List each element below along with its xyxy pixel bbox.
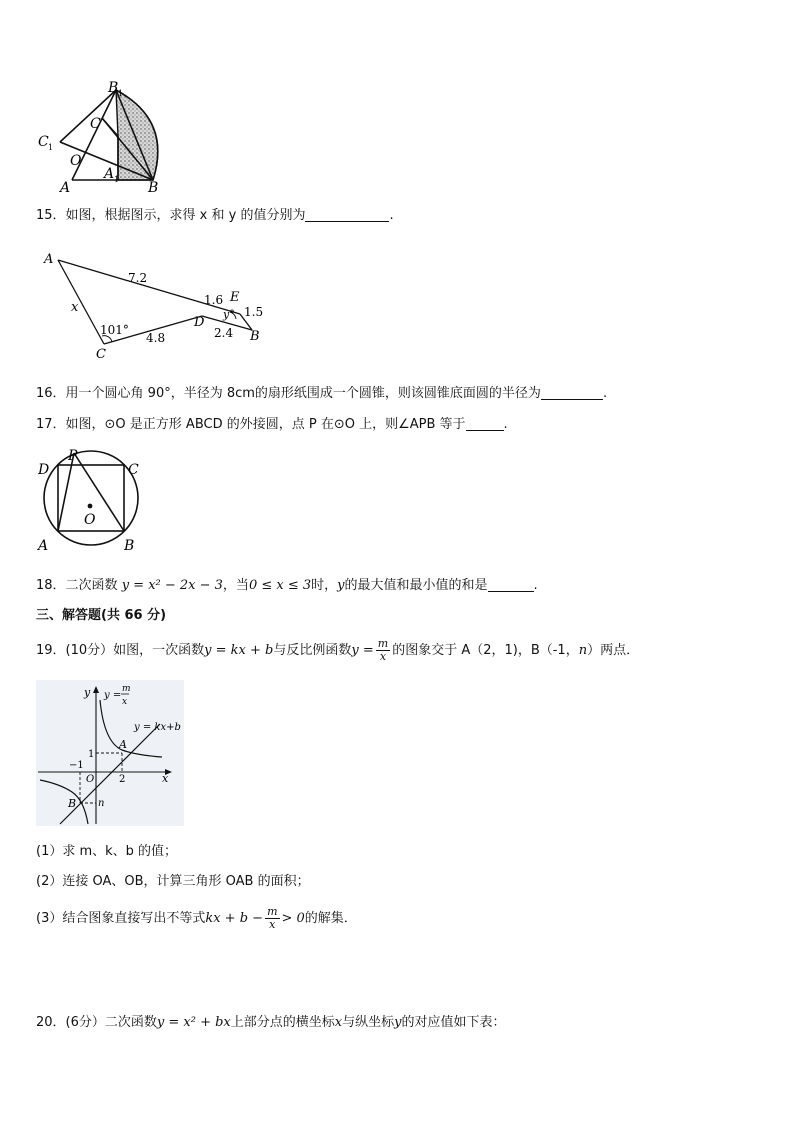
label-y: y° [223,308,235,321]
svg-text:m: m [122,684,131,694]
label-d: D [38,462,50,478]
label-a1: A [104,166,115,182]
label-angle-c: 101° [100,323,129,337]
question-15: 15．如图，根据图示，求得 x 和 y 的值分别为 . [36,208,394,223]
label-point-b: B [68,797,77,810]
label-o: O [70,153,82,169]
svg-text:y =: y = [104,690,122,701]
q18-condition: 0 ≤ x ≤ 3 [248,578,312,593]
label-origin: O [86,774,95,785]
label-o: O [84,512,96,528]
label-b: B [124,538,135,554]
label-p: P [68,448,78,464]
q20-function: y = x² + bx [156,1015,231,1030]
svg-text:n: n [98,798,105,809]
label-x: x [71,300,79,315]
svg-text:1: 1 [48,143,54,152]
q19-part-1: (1）求 m、k、b 的值； [36,844,178,859]
label-eb: 1.5 [244,305,264,319]
question-19: 19．(10分）如图，一次函数y = kx + b与反比例函数y = $\frac{m}{x}$ 的图象交于 A（2，1)，B（-1，n）两点． [36,637,640,663]
label-a: A [38,538,49,554]
answer-blank-15[interactable] [305,207,389,222]
section-heading: 三、解答题(共 66 分) [36,608,167,623]
label-c: C [96,347,106,360]
q19-fraction: $\frac{m}{x}$ [377,637,389,663]
label-ac: 7.2 [128,271,148,285]
svg-text:1: 1 [114,175,120,184]
label-cd: 4.8 [146,331,166,345]
answer-blank-17[interactable] [466,416,504,431]
label-d: D [194,315,205,330]
question-17: 17．如图，⊙O 是正方形 ABCD 的外接圆，点 P 在⊙O 上，则∠APB 等于 . [36,417,508,432]
svg-text:1: 1 [118,89,124,98]
label-b1: B [108,80,119,96]
svg-text:−1: −1 [69,760,84,771]
label-c1: C [38,134,49,150]
svg-text:1: 1 [88,749,95,760]
label-de: 1.6 [204,293,224,307]
q19-part-2: (2）连接 OA、OB，计算三角形 OAB 的面积； [36,874,310,889]
q14-figure [36,80,176,198]
label-c: C [90,116,101,132]
q19-graph [36,680,184,826]
q17-figure [36,447,148,557]
answer-blank-16[interactable] [541,385,603,400]
q19-linear: y = kx + b [204,643,274,658]
q18-function: y = x² − 2x − 3 [121,578,223,593]
label-x-axis: x [162,772,169,785]
label-y-axis: y [84,686,91,699]
label-a: A [44,252,54,267]
question-18: 18．二次函数 y = x² − 2x − 3，当0 ≤ x ≤ 3时，y的最大值和最小值的和是 . [36,578,538,593]
label-linear: y = kx+b [134,722,181,733]
question-20: 20．(6分）二次函数y = x² + bx上部分点的横坐标x与纵坐标y的对应值如下表： [36,1015,506,1030]
label-b: B [250,329,260,344]
q19-part-3: (3）结合图象直接写出不等式kx + b − $\frac{m}{x}$ > 0的解集． [36,905,357,931]
label-e: E [230,290,240,305]
label-b: B [148,180,159,196]
label-a: A [60,180,71,196]
answer-blank-18[interactable] [488,577,534,592]
label-c: C [128,462,139,478]
label-db: 2.4 [214,326,234,340]
question-16: 16．用一个圆心角 90°，半径为 8cm的扇形纸围成一个圆锥，则该圆锥底面圆的半径为 . [36,386,608,401]
label-point-a: A [119,738,127,751]
svg-text:2: 2 [119,774,126,785]
svg-text:x: x [122,697,128,707]
q15-figure [40,248,272,360]
